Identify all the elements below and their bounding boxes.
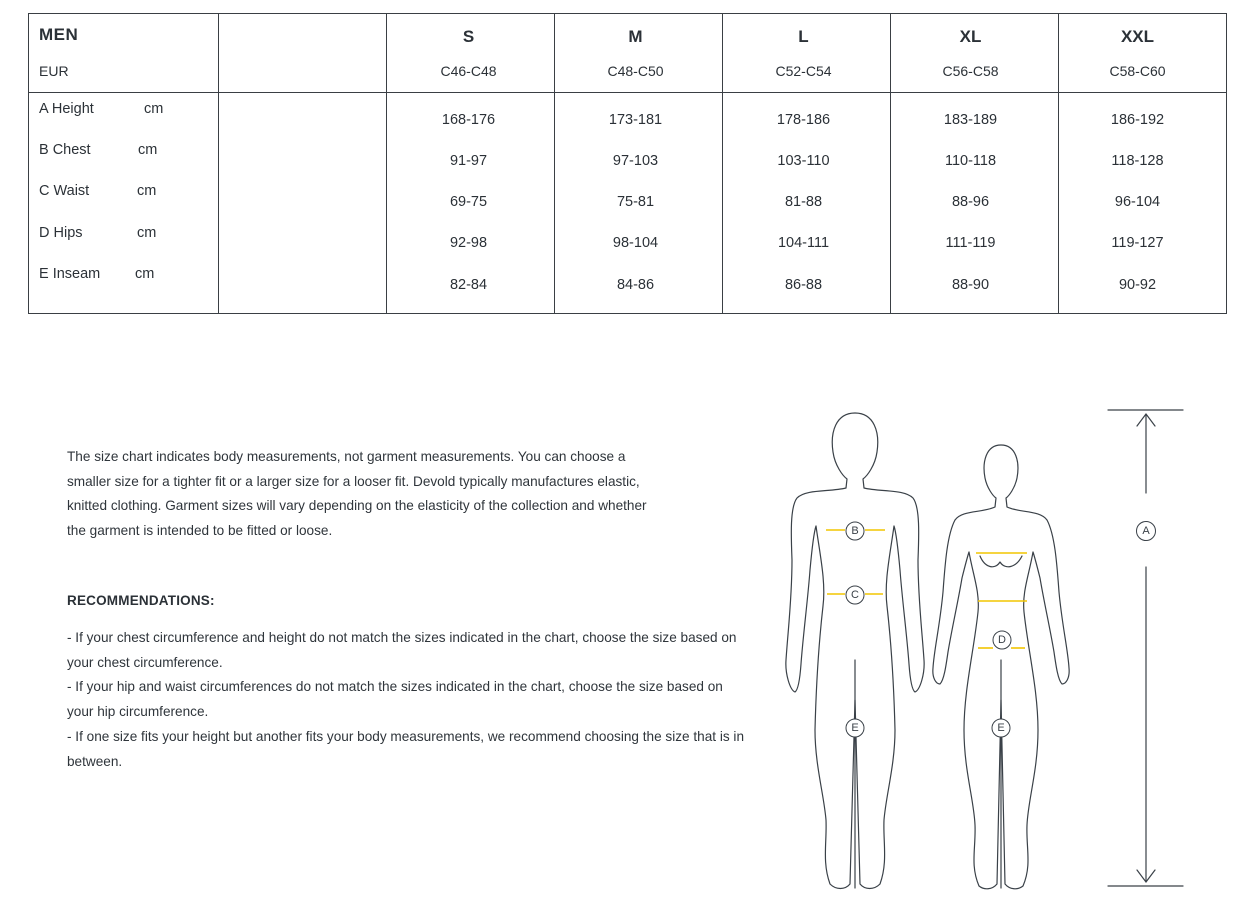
value-inseam-xl: 88-90	[951, 277, 990, 293]
header-size-l-cell	[723, 14, 891, 93]
marker-d-label: D	[998, 634, 1006, 646]
value-waist-l: 81-88	[784, 194, 823, 210]
measurement-label-hips: D Hips	[39, 225, 83, 241]
measurement-unit-waist: cm	[137, 183, 157, 199]
value-inseam-s: 82-84	[449, 277, 488, 293]
measurement-unit-chest: cm	[138, 142, 158, 158]
measurement-label-inseam: E Inseam	[39, 266, 101, 282]
value-chest-m: 97-103	[612, 153, 659, 169]
measurement-label-chest: B Chest	[39, 142, 91, 158]
recommendation-item: - If one size fits your height but another fits your body measurements, we recommend choosing the size that is in between.	[67, 728, 745, 769]
value-hips-l: 104-111	[777, 235, 830, 251]
header-size-m-cell	[555, 14, 723, 93]
marker-c-label: C	[851, 589, 859, 601]
size-eur-l: C52-C54	[775, 63, 832, 79]
value-chest-xl: 110-118	[944, 153, 997, 169]
header-size-xl-cell	[891, 14, 1059, 93]
value-hips-xxl: 119-127	[1111, 235, 1164, 251]
value-waist-s: 69-75	[449, 194, 488, 210]
measurement-unit-inseam: cm	[135, 266, 155, 282]
size-name-xl: XL	[959, 27, 982, 46]
value-height-l: 178-186	[776, 112, 831, 128]
body-measurement-figure	[770, 400, 1200, 895]
recommendations-list	[67, 626, 747, 774]
marker-e-male-label: E	[851, 722, 859, 734]
region-label: EUR	[39, 63, 69, 79]
value-inseam-m: 84-86	[616, 277, 655, 293]
size-eur-xl: C56-C58	[942, 63, 999, 79]
size-eur-xxl: C58-C60	[1109, 63, 1166, 79]
size-name-s: S	[462, 27, 475, 46]
measurement-label-height: A Height	[39, 101, 94, 117]
marker-b-label: B	[851, 525, 859, 537]
recommendation-item: - If your chest circumference and height do not match the sizes indicated in the chart, choose the size based on your chest circumference.	[67, 630, 737, 670]
value-height-s: 168-176	[441, 112, 496, 128]
size-name-m: M	[628, 27, 643, 46]
size-eur-m: C48-C50	[607, 63, 664, 79]
value-hips-m: 98-104	[612, 235, 659, 251]
value-waist-xxl: 96-104	[1114, 194, 1161, 210]
size-name-xxl: XXL	[1120, 27, 1155, 46]
value-waist-xl: 88-96	[951, 194, 990, 210]
value-hips-s: 92-98	[449, 235, 488, 251]
size-name-l: L	[798, 27, 809, 46]
measurement-unit-height: cm	[144, 101, 164, 117]
header-size-xxl-cell	[1059, 14, 1227, 93]
value-inseam-xxl: 90-92	[1118, 277, 1157, 293]
size-table-header-row	[29, 14, 1227, 93]
header-size-s-cell	[387, 14, 555, 93]
value-waist-m: 75-81	[616, 194, 655, 210]
size-chart-description: The size chart indicates body measurements, not garment measurements. You can choose a smaller size for a tighter fit or a larger size for a looser fit. Devold typically manufactures elastic, knitted clothing. Garment sizes will vary depending on the elasticity of the collection and whether the garment is intended to be fitted or loose.	[67, 449, 647, 538]
value-chest-l: 103-110	[777, 153, 830, 169]
header-spacer-cell	[219, 14, 387, 93]
value-chest-xxl: 118-128	[1111, 153, 1164, 169]
value-height-m: 173-181	[608, 112, 663, 128]
value-inseam-l: 86-88	[784, 277, 823, 293]
value-hips-xl: 111-119	[945, 235, 996, 251]
value-chest-s: 91-97	[449, 153, 488, 169]
body-spacer-cell	[219, 93, 387, 314]
gender-title: MEN	[39, 25, 79, 44]
marker-a-label: A	[1142, 525, 1150, 537]
value-height-xxl: 186-192	[1110, 112, 1165, 128]
recommendation-item: - If your hip and waist circumferences do not match the sizes indicated in the chart, choose the size based on your hip circumference.	[67, 679, 723, 720]
size-eur-s: C46-C48	[440, 63, 497, 79]
measurement-unit-hips: cm	[137, 225, 157, 241]
measurement-label-waist: C Waist	[39, 183, 90, 199]
value-height-xl: 183-189	[943, 112, 998, 128]
marker-e-female-label: E	[997, 722, 1005, 734]
recommendations-title: RECOMMENDATIONS:	[67, 593, 215, 608]
